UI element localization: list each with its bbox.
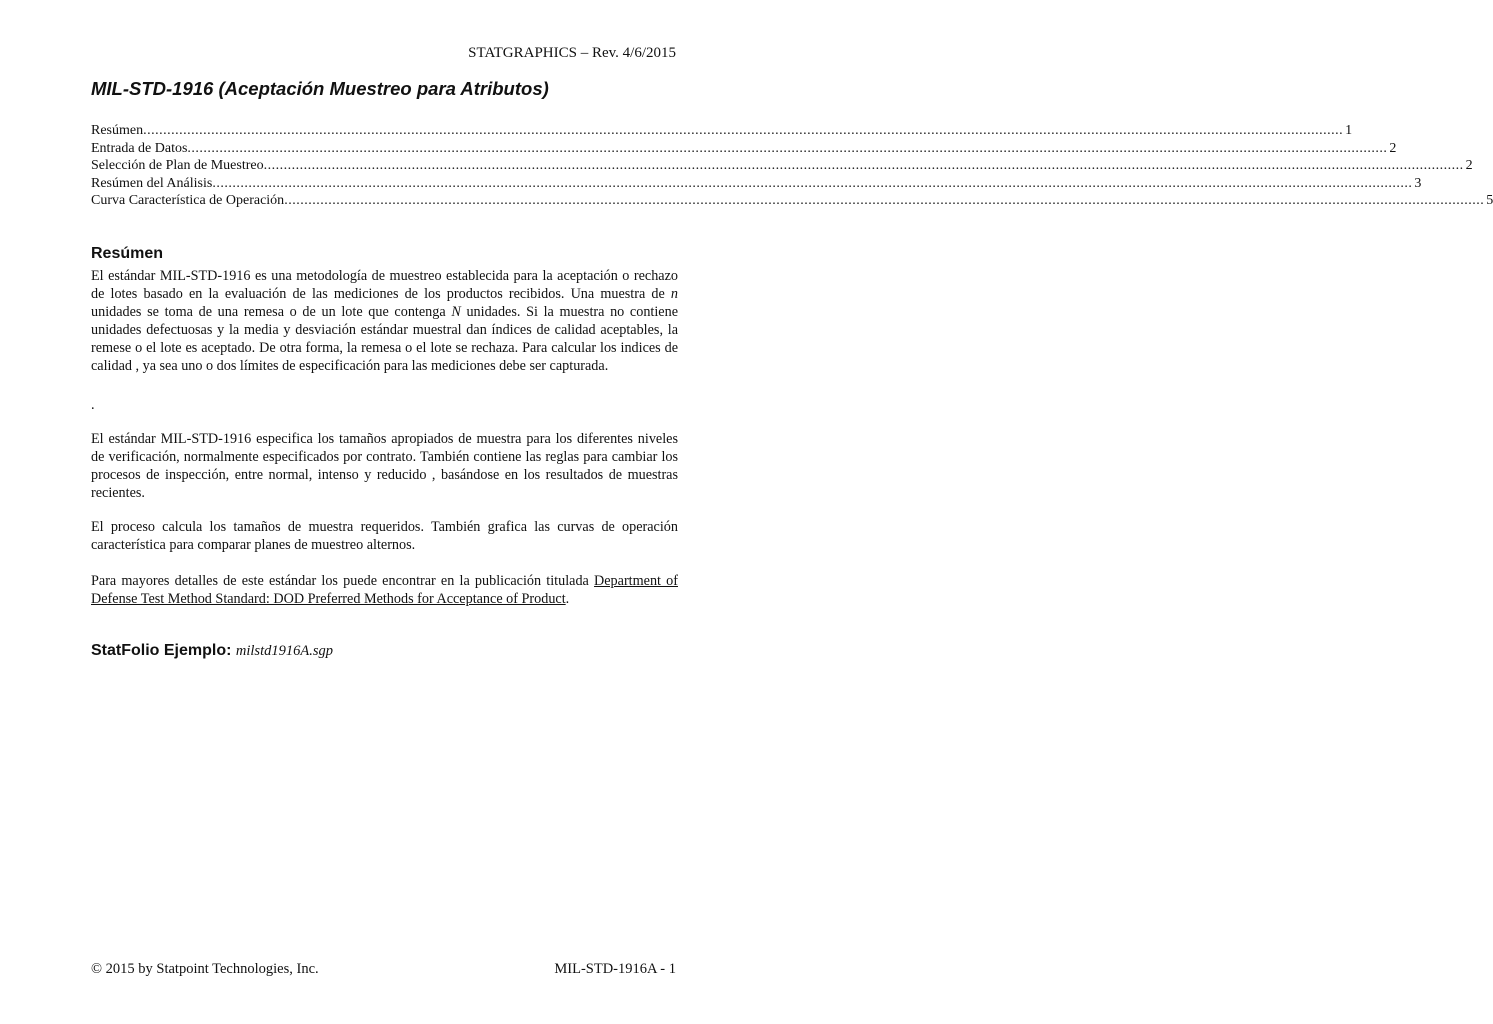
toc-entry-label: Entrada de Datos [91,140,188,156]
toc-page-number: 5 [1486,193,1493,208]
toc-entry[interactable] [91,175,1422,193]
footer-page-label: MIL-STD-1916A - 1 [554,961,676,977]
paragraph-text: El estándar MIL-STD-1916 es una metodología de muestreo establecida para la aceptación o rechazo de lotes basado en la evaluación de las mediciones de los productos recibidos. Una muestra de [91,268,678,302]
toc-leader: ............................................................................................................................................................................................................................................................................................................ [212,175,1413,191]
toc-leader: ............................................................................................................................................................................................................................................................................................................ [263,158,1464,173]
footer-copyright [91,961,319,978]
toc-entry[interactable] [91,192,1493,210]
toc-entry-label: Resúmen [91,123,144,138]
toc-entry-label: Selección de Plan de Muestreo [91,158,264,173]
section-heading: Resúmen [91,245,164,262]
toc-entry-label: Resúmen del Análisis [91,175,213,191]
toc-page-number: 2 [1389,140,1397,156]
paragraph-text: unidades. Si la muestra no contiene unidades defectuosas y la media y desviación estándar muestral dan índices de calidad aceptables, la remese o el lote es aceptado. De otra forma, la remesa o el lote se rechaza. Para calcular los indices de calidad , ya sea uno o dos límites de especificación para las mediciones debe ser capturada. [91,304,678,374]
copyright-text: 2015 by Statpoint Technologies, Inc. [102,961,319,977]
statfolio-filename[interactable]: milstd1916A.sgp [235,643,333,659]
toc-entry[interactable] [91,122,1353,140]
toc-entry[interactable] [91,140,1397,158]
paragraph-text: . [565,591,570,607]
document-title: MIL-STD-1916 (Aceptación Muestreo para Atributos) [91,78,549,99]
toc-leader: ............................................................................................................................................................................................................................................................................................................ [143,123,1344,138]
summary-paragraph-2: El estándar MIL-STD-1916 especifica los tamaños apropiados de muestra para los diferentes niveles de verificación, normalmente especificados por contrato. También contiene las reglas para cambiar los procesos de inspección, entre normal, intenso y reducido , basándose en los resultados de muestras recientes. [91,431,678,501]
summary-paragraph-1 [91,267,678,375]
toc-entry[interactable] [91,157,1473,175]
table-of-contents [91,122,1493,210]
variable-N: N [451,304,461,320]
summary-paragraph-3: El proceso calcula los tamaños de muestra requeridos. También grafica las curvas de operación característica para comparar planes de muestreo alternos. [91,519,678,553]
toc-page-number: 1 [1345,123,1353,138]
stray-period: . [91,397,95,413]
toc-entry-label: Curva Característica de Operación [91,193,285,208]
copyright-icon: © [91,961,103,977]
page-header: STATGRAPHICS – Rev. 4/6/2015 [468,45,676,61]
variable-n: n [670,286,678,302]
paragraph-text: unidades se toma de una remesa o de un lote que contenga [91,304,452,320]
summary-paragraph-4 [91,572,678,608]
toc-leader: ............................................................................................................................................................................................................................................................................................................ [187,140,1388,156]
statfolio-label: StatFolio Ejemplo: [91,642,232,659]
statfolio-example [91,642,333,660]
toc-page-number: 3 [1414,175,1422,191]
toc-leader: ............................................................................................................................................................................................................................................................................................................ [284,193,1485,208]
paragraph-text: Para mayores detalles de este estándar los puede encontrar en la publicación titulada [91,573,595,589]
toc-page-number: 2 [1465,158,1473,173]
reference-link[interactable]: Department of Defense Test Method Standard: DOD Preferred Methods for Acceptance of Product [91,573,678,607]
